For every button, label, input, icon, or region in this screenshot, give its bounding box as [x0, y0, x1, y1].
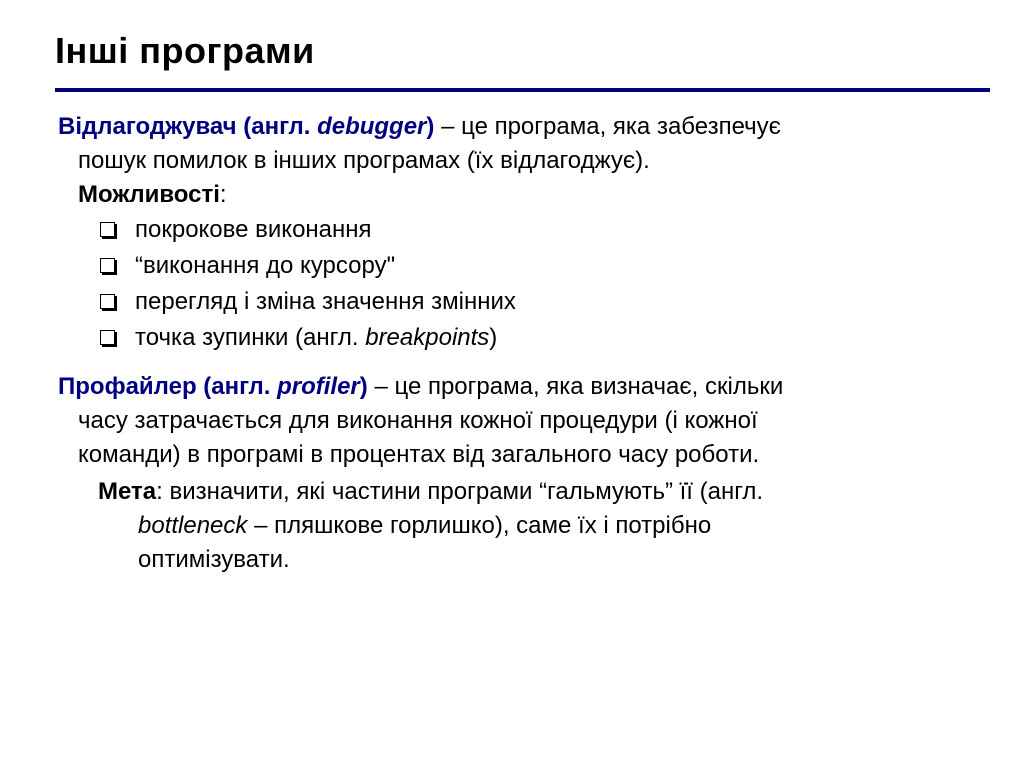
- goal-text-2: – пляшкове горлишко), саме їх і потрібно: [247, 512, 712, 539]
- debugger-definition-line-1: – це програма, яка забезпечує: [434, 113, 781, 140]
- feature-text-prefix: точка зупинки (англ.: [135, 324, 366, 351]
- goal-line-2: [98, 509, 918, 543]
- debugger-features-heading: [58, 178, 978, 212]
- debugger-term-en: debugger: [317, 113, 427, 140]
- profiler-goal: [98, 475, 918, 577]
- profiler-definition-line-2: часу затрачається для виконання кожної процедури (і кожної: [78, 407, 758, 434]
- goal-line-1: [98, 475, 918, 509]
- goal-text-1: : визначити, які частини програми “гальмують” її (англ.: [156, 478, 764, 505]
- list-item: [100, 284, 516, 320]
- feature-text-suffix: ): [489, 324, 498, 351]
- profiler-paragraph: [58, 370, 978, 472]
- feature-text: [135, 320, 497, 356]
- goal-term-en: bottleneck: [138, 512, 248, 539]
- title-underline: [55, 88, 990, 92]
- features-label: Можливості: [78, 181, 220, 208]
- profiler-definition-line-3: команди) в програмі в процентах від загального часу роботи.: [78, 441, 760, 468]
- slide-title: Інші програми: [55, 30, 315, 71]
- feature-text: “виконання до курсору": [135, 252, 396, 279]
- feature-text: покрокове виконання: [135, 216, 372, 243]
- goal-label: Мета: [98, 478, 157, 505]
- checkbox-bullet-icon: [100, 330, 115, 345]
- debugger-features-list: [100, 212, 516, 356]
- profiler-term-en: profiler: [277, 373, 360, 400]
- goal-line-3: оптимізувати.: [138, 546, 290, 573]
- feature-text-en: breakpoints: [365, 324, 490, 351]
- checkbox-bullet-icon: [100, 258, 115, 273]
- debugger-definition-line-2: пошук помилок в інших програмах (їх відлагоджує).: [78, 147, 650, 174]
- debugger-term-close: ): [426, 113, 435, 140]
- debugger-term: Відлагоджувач (англ.: [58, 113, 318, 140]
- features-colon: :: [219, 181, 227, 208]
- profiler-term: Профайлер (англ.: [58, 373, 278, 400]
- profiler-definition-line-1: – це програма, яка визначає, скільки: [367, 373, 784, 400]
- checkbox-bullet-icon: [100, 294, 115, 309]
- debugger-paragraph: [58, 110, 978, 212]
- checkbox-bullet-icon: [100, 222, 115, 237]
- feature-text: перегляд і зміна значення змінних: [135, 288, 516, 315]
- profiler-term-close: ): [359, 373, 368, 400]
- profiler-line-1: [58, 370, 978, 404]
- list-item: [100, 248, 516, 284]
- list-item: [100, 320, 516, 356]
- debugger-line-1: [58, 110, 978, 144]
- list-item: [100, 212, 516, 248]
